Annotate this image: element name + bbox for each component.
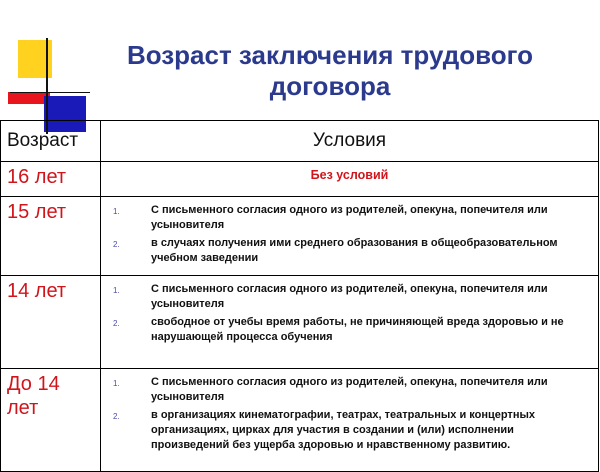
conditions-list xyxy=(101,276,598,352)
list-item xyxy=(113,375,590,405)
age-cell: До 14 лет xyxy=(1,369,101,472)
conditions-list xyxy=(101,197,598,273)
decorative-horizontal-line xyxy=(10,92,90,93)
table-header-row xyxy=(1,121,599,162)
conditions-list xyxy=(101,369,598,460)
header-conditions: Условия xyxy=(101,121,599,162)
list-number: 2. xyxy=(113,319,120,328)
list-item-text: в организациях кинематографии, театрах, театральных и концертных организациях, цирках для участия в создании и (или) исполнении произведений без ущерба здоровью и нравственному развитию. xyxy=(151,409,535,451)
conditions-cell xyxy=(101,276,599,369)
list-item xyxy=(113,203,590,233)
conditions-cell xyxy=(101,197,599,276)
age-cell: 15 лет xyxy=(1,197,101,276)
list-item-text: С письменного согласия одного из родителей, опекуна, попечителя или усыновителя xyxy=(151,283,548,310)
list-number: 2. xyxy=(113,240,120,249)
list-item xyxy=(113,236,590,266)
age-cell: 16 лет xyxy=(1,162,101,197)
slide-title: Возраст заключения трудового договора xyxy=(126,40,534,101)
list-number: 2. xyxy=(113,412,120,421)
list-number: 1. xyxy=(113,379,120,388)
conditions-table xyxy=(0,120,599,472)
list-item-text: С письменного согласия одного из родителей, опекуна, попечителя или усыновителя xyxy=(151,376,548,403)
age-cell: 14 лет xyxy=(1,276,101,369)
header-age: Возраст xyxy=(1,121,101,162)
list-item xyxy=(113,408,590,453)
conditions-cell xyxy=(101,369,599,472)
list-item-text: свободное от учебы время работы, не причиняющей вреда здоровью и не нарушающей процесса обучения xyxy=(151,316,564,343)
list-item xyxy=(113,282,590,312)
table-row xyxy=(1,197,599,276)
table-row xyxy=(1,276,599,369)
no-conditions-cell: Без условий xyxy=(101,162,599,197)
list-number: 1. xyxy=(113,207,120,216)
list-number: 1. xyxy=(113,286,120,295)
table-row xyxy=(1,162,599,197)
table-row xyxy=(1,369,599,472)
list-item-text: С письменного согласия одного из родителей, опекуна, попечителя или усыновителя xyxy=(151,204,548,231)
list-item xyxy=(113,315,590,345)
list-item-text: в случаях получения ими среднего образования в общеобразовательном учебном заведении xyxy=(151,237,558,264)
